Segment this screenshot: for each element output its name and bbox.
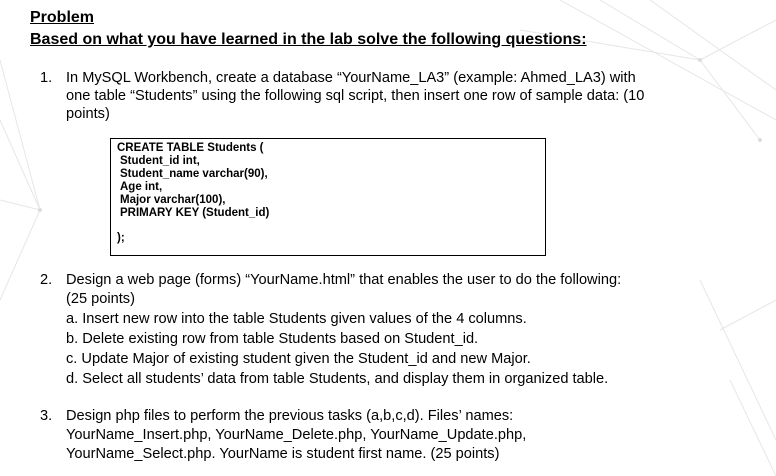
sql-line: ); (117, 232, 125, 244)
question-1-line: In MySQL Workbench, create a database “YourName_LA3” (example: Ahmed_LA3) with (66, 70, 636, 86)
question-3-number: 3. (40, 408, 53, 424)
question-3-line: YourName_Insert.php, YourName_Delete.php, YourName_Update.php, (66, 427, 527, 443)
instructions-heading: Based on what you have learned in the lab solve the following questions: (30, 31, 587, 48)
sql-line: PRIMARY KEY (Student_id) (120, 207, 270, 219)
question-2-number: 2. (40, 272, 53, 288)
sql-line: Age int, (120, 181, 163, 193)
task-a: a. Insert new row into the table Students given values of the 4 columns. (66, 311, 527, 327)
question-2-line: (25 points) (66, 291, 135, 307)
question-1-line: one table “Students” using the following sql script, then insert one row of sample data: (10 (66, 88, 645, 104)
problem-heading: Problem (30, 9, 95, 26)
question-1-line: points) (66, 106, 110, 122)
sql-line: Student_name varchar(90), (120, 168, 268, 180)
question-1-number: 1. (40, 70, 53, 86)
sql-line: Student_id int, (120, 155, 200, 167)
sql-line: CREATE TABLE Students ( (117, 142, 264, 154)
question-2-line: Design a web page (forms) “YourName.html” that enables the user to do the following: (66, 272, 622, 288)
task-c: c. Update Major of existing student given the Student_id and new Major. (66, 351, 531, 367)
task-d: d. Select all students’ data from table Students, and display them in organized table. (66, 371, 609, 387)
question-3-line: YourName_Select.php. YourName is student first name. (25 points) (66, 446, 500, 462)
question-3-line: Design php files to perform the previous tasks (a,b,c,d). Files’ names: (66, 408, 514, 424)
task-b: b. Delete existing row from table Students based on Student_id. (66, 331, 479, 347)
sql-line: Major varchar(100), (120, 194, 226, 206)
